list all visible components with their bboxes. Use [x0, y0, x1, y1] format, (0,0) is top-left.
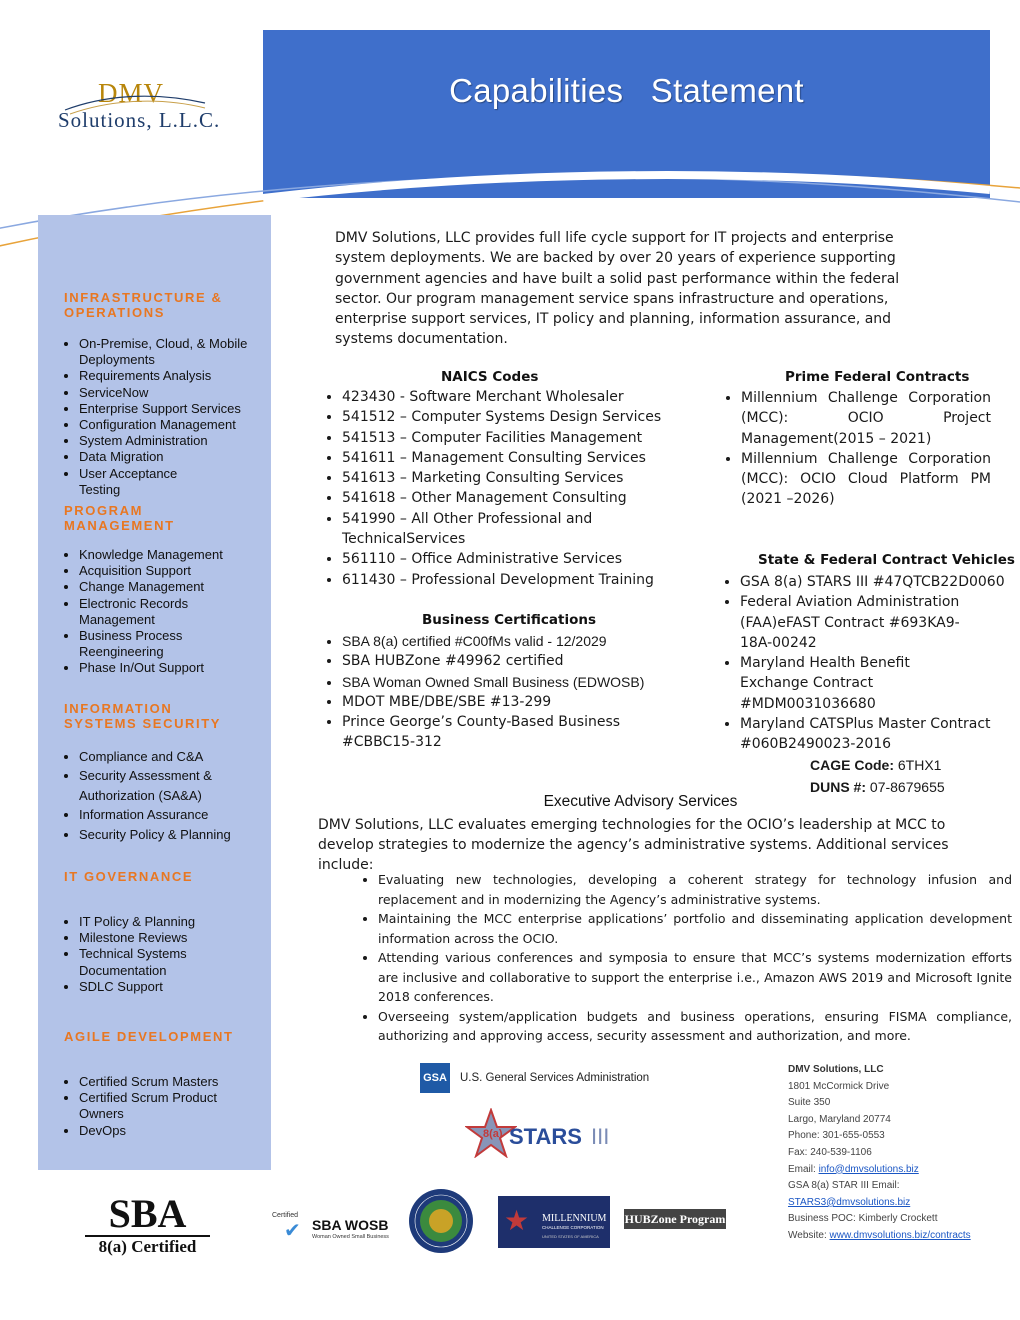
sidebar-list-agile [64, 1074, 269, 1139]
wosb-certified-text: Certified [272, 1212, 299, 1219]
stars-iii-logo [465, 1108, 625, 1158]
stars-iii-text: III [591, 1124, 610, 1149]
list-item: • Evaluating new technologies, developing a coherent strategy for technology infusion and replacement and in modernizing the Agency’s administrative systems. [378, 870, 1012, 909]
list-item: • Information Assurance [79, 806, 269, 824]
gsa-mark-text: GSA [423, 1072, 447, 1084]
list-item: • SDLC Support [79, 979, 269, 995]
contact-email-link[interactable]: info@dmvsolutions.biz [818, 1163, 919, 1175]
list-item: • Prince George’s County-Based Business #CBBC15-312 [342, 712, 622, 753]
gsa-logo [420, 1063, 649, 1093]
list-item: • Maintaining the MCC enterprise applications’ portfolio and disseminating application development information across the OCIO. [378, 909, 1012, 948]
list-item: • Phase In/Out Support [79, 660, 269, 676]
list-item: • Attending various conferences and symposia to ensure that MCC’s systems modernization efforts are inclusive and collaborative to support the enterprise i.e., Amazon AWS 2019 and Microsoft Ignite 2018 conferences. [378, 948, 1012, 1007]
list-item: • Knowledge Management [79, 547, 269, 563]
intro-paragraph: DMV Solutions, LLC provides full life cycle support for IT projects and enterprise system deployments. We are backed by over 20 years of experience supporting government agencies and have built a solid past performance within the federal sector. Our program management service spans infrastructure and operations, enterprise support services, IT policy and planning, information assurance, and systems documentation. [335, 230, 900, 348]
list-item: • Security Policy & Planning [79, 826, 269, 844]
executive-intro: DMV Solutions, LLC evaluates emerging technologies for the OCIO’s leadership at MCC to develop strategies to modernize the agency’s administrative systems. Additional services include: [318, 817, 949, 873]
contact-block [788, 1062, 1008, 1245]
list-item: • ServiceNow [79, 385, 269, 401]
sidebar-heading-governance: IT GOVERNANCE [64, 869, 194, 884]
list-item: • 611430 – Professional Development Training [342, 570, 672, 590]
contact-email-label: Email: [788, 1163, 819, 1175]
list-item: • Electronic Records Management [79, 596, 209, 628]
sidebar-list-security [64, 748, 269, 844]
list-item: • User Acceptance Testing [79, 466, 189, 498]
executive-title: Executive Advisory Services [543, 793, 738, 810]
list-item: • Federal Aviation Administration (FAA)eFAST Contract #693KA9-18A-00242 [740, 592, 970, 653]
sidebar-heading-infrastructure: INFRASTRUCTURE & OPERATIONS [64, 290, 223, 320]
list-item: • 541512 – Computer Systems Design Services [342, 407, 672, 427]
prime-contracts-heading: Prime Federal Contracts [785, 369, 970, 385]
contact-address2: Suite 350 [788, 1097, 831, 1109]
list-item: • System Administration [79, 433, 269, 449]
sidebar-heading-security: INFORMATION SYSTEMS SECURITY [64, 701, 222, 731]
stars-8a-text: 8(a) [483, 1128, 503, 1140]
list-item: • Enterprise Support Services [79, 401, 269, 417]
list-item: • Certified Scrum Masters [79, 1074, 269, 1090]
contact-fax: Fax: 240-539-1106 [788, 1146, 872, 1158]
wosb-main-text: SBA WOSB [312, 1217, 389, 1233]
contact-email-line [788, 1162, 1008, 1179]
list-item: • MDOT MBE/DBE/SBE #13-299 [342, 692, 672, 712]
sidebar-list-governance [64, 914, 269, 995]
certifications-list [326, 631, 672, 753]
list-item: • Business Process Reengineering [79, 628, 199, 660]
list-item: • SBA HUBZone #49962 certified [342, 651, 672, 671]
naics-list [326, 387, 672, 590]
sidebar-heading-agile: AGILE DEVELOPMENT [64, 1029, 234, 1044]
list-item: • On-Premise, Cloud, & Mobile Deployments [79, 336, 269, 368]
faa-seal [408, 1188, 474, 1254]
list-item: • IT Policy & Planning [79, 914, 269, 930]
logo-subtitle: Solutions, L.L.C. [58, 108, 221, 132]
contact-poc: Business POC: Kimberly Crockett [788, 1213, 938, 1225]
list-item: • 561110 – Office Administrative Services [342, 549, 672, 569]
list-item: • 541990 – All Other Professional and TechnicalServices [342, 509, 602, 550]
sidebar-list-infrastructure [64, 336, 269, 498]
contact-city: Largo, Maryland 20774 [788, 1113, 891, 1125]
contact-website-label: Website: [788, 1229, 830, 1241]
mcc-logo [498, 1196, 610, 1248]
mcc-country-text: UNITED STATES OF AMERICA [542, 1234, 599, 1239]
checkmark-icon: ✔ [284, 1220, 301, 1242]
list-item: • SBA 8(a) certified #C00fMs valid - 12/2029 [342, 631, 672, 651]
sba-8a-logo [85, 1193, 210, 1259]
list-item: • SBA Woman Owned Small Business (EDWOSB) [342, 672, 672, 692]
cage-label: CAGE Code: [810, 757, 894, 773]
duns-value: 07-8679655 [869, 779, 945, 795]
vehicles-list [724, 572, 1010, 755]
list-item: • 541613 – Marketing Consulting Services [342, 468, 672, 488]
list-item: • 541611 – Management Consulting Services [342, 448, 672, 468]
logo-dmv: DMV [98, 78, 165, 108]
mcc-star-icon: ★ [504, 1205, 530, 1236]
sba-sub-text: 8(a) Certified [85, 1235, 210, 1257]
list-item: • Security Assessment & Authorization (SA&A) [79, 766, 229, 806]
list-item: • Configuration Management [79, 417, 269, 433]
list-item: • Change Management [79, 579, 269, 595]
list-item: • 541513 – Computer Facilities Management [342, 428, 672, 448]
sidebar-heading-program: PROGRAM MANAGEMENT [64, 503, 175, 533]
list-item: • Data Migration [79, 449, 269, 465]
faa-seal-icon [408, 1188, 474, 1254]
gsa-mark-icon [420, 1063, 450, 1093]
list-item: • Millennium Challenge Corporation (MCC): OCIO Project Management(2015 – 2021) [741, 388, 991, 449]
vehicles-heading: State & Federal Contract Vehicles [758, 552, 1015, 568]
list-item: • Maryland CATSPlus Master Contract #060B2490023-2016 [740, 714, 1000, 755]
list-item: • Millennium Challenge Corporation (MCC): OCIO Cloud Platform PM (2021 –2026) [741, 449, 991, 510]
list-item: • Compliance and C&A [79, 748, 269, 766]
list-item: • Maryland Health Benefit Exchange Contract #MDM0031036680 [740, 653, 980, 714]
list-item: • Certified Scrum Product Owners [79, 1090, 229, 1122]
list-item: • Overseeing system/application budgets and business operations, ensuring FISMA compliance, authorizing and approving access, security assessment and authorization, and more. [378, 1007, 1012, 1046]
sba-main-text: SBA [108, 1191, 187, 1236]
contact-stars-email-link[interactable]: STARS3@dmvsolutions.biz [788, 1196, 911, 1208]
sidebar-list-program [64, 547, 269, 677]
gsa-name: U.S. General Services Administration [460, 1072, 650, 1084]
executive-list [346, 870, 1012, 1046]
wosb-sub-text: Woman Owned Small Business [312, 1234, 389, 1240]
contact-stars-label: GSA 8(a) STAR III Email: [788, 1180, 900, 1192]
list-item: • Acquisition Support [79, 563, 269, 579]
naics-heading: NAICS Codes [441, 369, 539, 385]
hubzone-logo: HUBZone Program [624, 1209, 726, 1229]
contact-phone: Phone: 301-655-0553 [788, 1130, 885, 1142]
contact-company: DMV Solutions, LLC [788, 1064, 884, 1075]
list-item: • DevOps [79, 1123, 269, 1139]
list-item: • 541618 – Other Management Consulting [342, 488, 672, 508]
prime-contracts-list [725, 388, 991, 510]
mcc-main-text: MILLENNIUM [542, 1213, 607, 1224]
duns-label: DUNS #: [810, 779, 867, 795]
certifications-heading: Business Certifications [422, 612, 597, 628]
list-item: • Milestone Reviews [79, 930, 269, 946]
cage-code [810, 757, 941, 773]
contact-address1: 1801 McCormick Drive [788, 1080, 890, 1092]
cage-value: 6THX1 [897, 757, 942, 773]
stars-text: STARS [509, 1124, 582, 1149]
list-item: • 423430 - Software Merchant Wholesaler [342, 387, 672, 407]
list-item: • Requirements Analysis [79, 368, 269, 384]
sba-wosb-logo [272, 1212, 397, 1246]
page-title: Capabilities Statement [449, 72, 804, 109]
contact-website-line [788, 1228, 1008, 1245]
mcc-sub-text: CHALLENGE CORPORATION [542, 1225, 604, 1230]
contact-website-link[interactable]: www.dmvsolutions.biz/contracts [829, 1229, 971, 1241]
list-item: • Technical Systems Documentation [79, 946, 204, 978]
list-item: • GSA 8(a) STARS III #47QTCB22D0060 [740, 572, 1010, 592]
